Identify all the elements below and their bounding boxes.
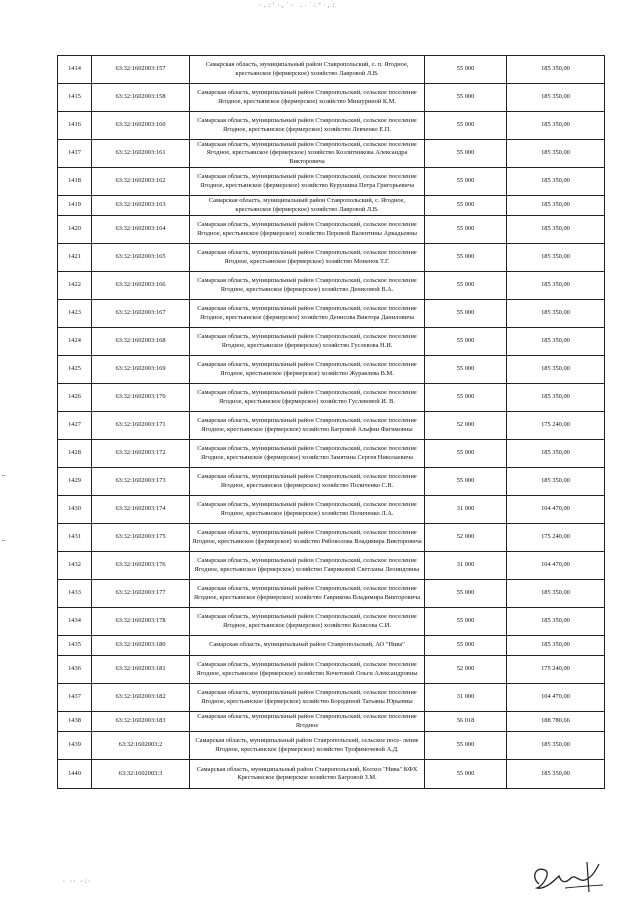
cadastral-number: 63:32:1602003:171 bbox=[92, 412, 190, 440]
plot-area: 55 000 bbox=[425, 56, 507, 84]
cadastral-number: 63:32:1602003:169 bbox=[92, 356, 190, 384]
row-number: 1439 bbox=[58, 732, 92, 760]
table-row bbox=[58, 216, 605, 244]
table-row bbox=[58, 656, 605, 684]
cadastral-number: 63:32:1602003:158 bbox=[92, 84, 190, 112]
plot-location: Самарская область, муниципальный район Ставропольский, сельское поселение Ягодное, крестьянское (фермерское) хозяйство Рябоволова Владимира Викторовича bbox=[190, 524, 425, 552]
cadastral-number: 63:32:1602003:183 bbox=[92, 712, 190, 732]
plot-area: 55 000 bbox=[425, 356, 507, 384]
cadastral-number: 63:32:1602003:160 bbox=[92, 112, 190, 140]
plot-area: 55 000 bbox=[425, 636, 507, 656]
plot-area: 55 000 bbox=[425, 328, 507, 356]
row-number: 1416 bbox=[58, 112, 92, 140]
land-plot-registry-table bbox=[57, 55, 605, 789]
plot-location: Самарская область, муниципальный район Ставропольский, сельское поселение Ягодное, крестьянское (фермерское) хозяйство Гуслевова Н.И. bbox=[190, 328, 425, 356]
row-number: 1415 bbox=[58, 84, 92, 112]
cadastral-number: 63:32:1602003:164 bbox=[92, 216, 190, 244]
plot-location: Самарская область, муниципальный район Ставропольский, сельское посе- ление Ягодное, крестьянское (фермерское) хозяйство Трофимочевой А.Д. bbox=[190, 732, 425, 760]
table-row bbox=[58, 384, 605, 412]
cadastral-cost: 185 350,00 bbox=[507, 580, 605, 608]
plot-location: Самарская область, муниципальный район Ставропольский, сельское поселение Ягодное, крестьянское (фермерское) хозяйство Багровой Альфии Фагимовны bbox=[190, 412, 425, 440]
row-number: 1431 bbox=[58, 524, 92, 552]
row-number: 1438 bbox=[58, 712, 92, 732]
cadastral-number: 63:32:1602003:175 bbox=[92, 524, 190, 552]
table-row bbox=[58, 112, 605, 140]
plot-location: Самарская область, муниципальный район Ставропольский, сельское поселение Ягодное, крестьянское (фермерское) хозяйство Курушина Петра Григорьевича bbox=[190, 168, 425, 196]
plot-location: Самарская область, муниципальный район Ставропольский, сельское поселение Ягодное, крестьянское (фермерское) хозяйство Денисовой В.А. bbox=[190, 272, 425, 300]
plot-location: Самарская область, муниципальный район Ставропольский, сельское поселение Ягодное, крестьянское (фермерское) хозяйство Замятина Сергея Николаевича bbox=[190, 440, 425, 468]
table-row bbox=[58, 580, 605, 608]
plot-area: 55 000 bbox=[425, 732, 507, 760]
cadastral-number: 63:32:1602003:168 bbox=[92, 328, 190, 356]
table-row bbox=[58, 760, 605, 789]
cadastral-cost: 185 350,00 bbox=[507, 272, 605, 300]
row-number: 1426 bbox=[58, 384, 92, 412]
cadastral-cost: 104 470,00 bbox=[507, 552, 605, 580]
row-number: 1422 bbox=[58, 272, 92, 300]
plot-area: 55 000 bbox=[425, 580, 507, 608]
plot-location: Самарская область, муниципальный район Ставропольский, сельское поселение Ягодное, крестьянское (фермерское) хозяйство Колясова С.И. bbox=[190, 608, 425, 636]
plot-location: Самарская область, муниципальный район Ставропольский, сельское поселение Ягодное, крестьянское (фермерское) хозяйство Денисова Виктора Даниловича bbox=[190, 300, 425, 328]
plot-area: 55 000 bbox=[425, 112, 507, 140]
row-number: 1421 bbox=[58, 244, 92, 272]
table-row bbox=[58, 524, 605, 552]
row-number: 1418 bbox=[58, 168, 92, 196]
row-number: 1419 bbox=[58, 196, 92, 216]
cadastral-cost: 185 350,00 bbox=[507, 328, 605, 356]
table-row bbox=[58, 440, 605, 468]
table-row bbox=[58, 168, 605, 196]
cadastral-cost: 185 350,00 bbox=[507, 140, 605, 168]
plot-location: Самарская область, муниципальный район Ставропольский, сельское поселение Ягодное, крестьянское (фермерское) хозяйство Гавриковой Светланы Леонидовны bbox=[190, 552, 425, 580]
table-row bbox=[58, 552, 605, 580]
cadastral-number: 63:32:1602003:173 bbox=[92, 468, 190, 496]
row-number: 1435 bbox=[58, 636, 92, 656]
row-number: 1414 bbox=[58, 56, 92, 84]
cadastral-number: 63:32:1602003:178 bbox=[92, 608, 190, 636]
table-row bbox=[58, 412, 605, 440]
row-number: 1430 bbox=[58, 496, 92, 524]
plot-area: 31 000 bbox=[425, 552, 507, 580]
plot-area: 56 018 bbox=[425, 712, 507, 732]
cadastral-number: 63:32:1602003:180 bbox=[92, 636, 190, 656]
cadastral-cost: 185 350,00 bbox=[507, 216, 605, 244]
plot-location: Самарская область, муниципальный район Ставропольский, сельское поселение Ягодное, крестьянское (фермерское) хозяйство Кочетовой Ольги Александровны bbox=[190, 656, 425, 684]
cadastral-cost: 185 350,00 bbox=[507, 636, 605, 656]
row-number: 1432 bbox=[58, 552, 92, 580]
table-row bbox=[58, 56, 605, 84]
plot-area: 55 000 bbox=[425, 384, 507, 412]
cadastral-cost: 104 470,00 bbox=[507, 496, 605, 524]
plot-location: Самарская область, муниципальный район Ставропольский, сельское поселение Ягодное, крестьянское (фермерское) хозяйство Моненок Т.Г. bbox=[190, 244, 425, 272]
table-row bbox=[58, 356, 605, 384]
plot-location: Самарская область, муниципальный район Ставропольский, сельское поселение Ягодное, крестьянское (фермерское) хозяйство Гуслевовой И. В. bbox=[190, 384, 425, 412]
plot-location: Самарская область, муниципальный район Ставропольский, сельское поселение Ягодное, крестьянское (фермерское) хозяйство Бородиной Татьяны Юрьевны bbox=[190, 684, 425, 712]
cadastral-cost: 188 780,66 bbox=[507, 712, 605, 732]
cadastral-number: 63:32:1602003:162 bbox=[92, 168, 190, 196]
cadastral-cost: 104 470,00 bbox=[507, 684, 605, 712]
cadastral-cost: 175 240,00 bbox=[507, 412, 605, 440]
table-row bbox=[58, 140, 605, 168]
cadastral-cost: 185 350,00 bbox=[507, 440, 605, 468]
plot-area: 52 000 bbox=[425, 524, 507, 552]
cadastral-cost: 175 240,00 bbox=[507, 524, 605, 552]
scan-margin-mark bbox=[2, 475, 5, 476]
row-number: 1433 bbox=[58, 580, 92, 608]
plot-area: 31 000 bbox=[425, 684, 507, 712]
cadastral-number: 63:32:1602003:165 bbox=[92, 244, 190, 272]
row-number: 1429 bbox=[58, 468, 92, 496]
cadastral-cost: 185 350,00 bbox=[507, 760, 605, 789]
cadastral-cost: 185 350,00 bbox=[507, 356, 605, 384]
table-row bbox=[58, 196, 605, 216]
cadastral-number: 63:32:1602003:177 bbox=[92, 580, 190, 608]
plot-location: Самарская область, муниципальный район Ставропольский, с. п. Ягодное, крестьянское (фермерское) хозяйство Лавровой Л.В. bbox=[190, 56, 425, 84]
plot-location: Самарская область, муниципальный район Ставропольский, сельское поселение Ягодное, крестьянское (фермерское) хозяйство Журавлева В.М. bbox=[190, 356, 425, 384]
cadastral-cost: 185 350,00 bbox=[507, 168, 605, 196]
plot-area: 55 000 bbox=[425, 760, 507, 789]
plot-location: Самарская область, муниципальный район Ставропольский, Колхоз "Нива" КФХ Крестьянское фермерское хозяйство Багровой З.М. bbox=[190, 760, 425, 789]
row-number: 1420 bbox=[58, 216, 92, 244]
row-number: 1437 bbox=[58, 684, 92, 712]
table-row bbox=[58, 496, 605, 524]
cadastral-number: 63:32:1602003:181 bbox=[92, 656, 190, 684]
plot-area: 55 000 bbox=[425, 272, 507, 300]
plot-area: 55 000 bbox=[425, 608, 507, 636]
table-row bbox=[58, 732, 605, 760]
table-row bbox=[58, 636, 605, 656]
cadastral-cost: 185 350,00 bbox=[507, 300, 605, 328]
plot-area: 55 000 bbox=[425, 216, 507, 244]
table-row bbox=[58, 608, 605, 636]
cadastral-number: 63:32:1602003:2 bbox=[92, 732, 190, 760]
table-row bbox=[58, 684, 605, 712]
scan-margin-mark bbox=[2, 540, 5, 541]
plot-area: 52 000 bbox=[425, 656, 507, 684]
cadastral-number: 63:32:1602003:161 bbox=[92, 140, 190, 168]
cadastral-cost: 185 350,00 bbox=[507, 196, 605, 216]
row-number: 1427 bbox=[58, 412, 92, 440]
row-number: 1425 bbox=[58, 356, 92, 384]
plot-location: Самарская область, муниципальный район Ставропольский, сельское поселение Ягодное, крестьянское (фермерское) хозяйство Левченко Е.П. bbox=[190, 112, 425, 140]
plot-location: Самарская область, муниципальный район Ставропольский, сельское поселение Ягодное, крестьянское (фермерское) хозяйство Поличенко Л.А. bbox=[190, 496, 425, 524]
signature-image bbox=[525, 858, 605, 896]
plot-location: Самарская область, муниципальный район Ставропольский, сельское поселение Ягодное, крестьянское (фермерское) хозяйство Перовой Валентины Аркадьевны bbox=[190, 216, 425, 244]
cadastral-cost: 185 350,00 bbox=[507, 84, 605, 112]
scan-header-artifact: ·.:'·,`· .·`:°·,: bbox=[258, 2, 337, 9]
plot-area: 55 000 bbox=[425, 168, 507, 196]
table-row bbox=[58, 272, 605, 300]
plot-location: Самарская область, муниципальный район Ставропольский, сельское поселение Ягодное, крестьянское (фермерское) хозяйство Поличенко С.В. bbox=[190, 468, 425, 496]
row-number: 1417 bbox=[58, 140, 92, 168]
cadastral-number: 63:32:1602003:167 bbox=[92, 300, 190, 328]
cadastral-cost: 185 350,00 bbox=[507, 112, 605, 140]
row-number: 1424 bbox=[58, 328, 92, 356]
table-row bbox=[58, 468, 605, 496]
plot-location: Самарская область, муниципальный район Ставропольский, сельское поселение Ягодное, крестьянское (фермерское) хозяйство Мишуриной К.М. bbox=[190, 84, 425, 112]
cadastral-number: 63:32:1602003:172 bbox=[92, 440, 190, 468]
cadastral-cost: 185 350,00 bbox=[507, 56, 605, 84]
plot-area: 55 000 bbox=[425, 196, 507, 216]
plot-area: 55 000 bbox=[425, 140, 507, 168]
table-row bbox=[58, 84, 605, 112]
plot-location: Самарская область, муниципальный район Ставропольский, сельское поселение Ягодное bbox=[190, 712, 425, 732]
plot-location: Самарская область, муниципальный район Ставропольский, с. Ягодное, крестьянское (фермерское) хозяйство Лавровой Л.В. bbox=[190, 196, 425, 216]
table-row bbox=[58, 328, 605, 356]
row-number: 1436 bbox=[58, 656, 92, 684]
cadastral-cost: 185 350,00 bbox=[507, 732, 605, 760]
cadastral-number: 63:32:1602003:174 bbox=[92, 496, 190, 524]
cadastral-number: 63:32:1602003:157 bbox=[92, 56, 190, 84]
row-number: 1423 bbox=[58, 300, 92, 328]
cadastral-cost: 185 350,00 bbox=[507, 608, 605, 636]
plot-location: Самарская область, муниципальный район Ставропольский, АО "Нива" bbox=[190, 636, 425, 656]
cadastral-cost: 185 350,00 bbox=[507, 244, 605, 272]
cadastral-cost: 175 240,00 bbox=[507, 656, 605, 684]
cadastral-number: 63:32:1602003:166 bbox=[92, 272, 190, 300]
plot-area: 55 000 bbox=[425, 84, 507, 112]
cadastral-cost: 185 350,00 bbox=[507, 384, 605, 412]
row-number: 1428 bbox=[58, 440, 92, 468]
table-row bbox=[58, 712, 605, 732]
registry-rows bbox=[58, 56, 605, 789]
cadastral-number: 63:32:1602003:3 bbox=[92, 760, 190, 789]
cadastral-number: 63:32:1602003:182 bbox=[92, 684, 190, 712]
plot-area: 55 000 bbox=[425, 440, 507, 468]
table-row bbox=[58, 300, 605, 328]
cadastral-number: 63:32:1602003:163 bbox=[92, 196, 190, 216]
cadastral-number: 63:32:1602003:170 bbox=[92, 384, 190, 412]
plot-location: Самарская область, муниципальный район Ставропольский, сельское поселение Ягодное, крестьянское (фермерское) хозяйство Гаврикова Владимира Викторовича bbox=[190, 580, 425, 608]
plot-area: 52 000 bbox=[425, 412, 507, 440]
row-number: 1440 bbox=[58, 760, 92, 789]
table-row bbox=[58, 244, 605, 272]
row-number: 1434 bbox=[58, 608, 92, 636]
plot-area: 55 000 bbox=[425, 300, 507, 328]
scan-footer-artifact: · ·· ·:· bbox=[62, 878, 91, 885]
plot-area: 55 000 bbox=[425, 468, 507, 496]
cadastral-cost: 185 350,00 bbox=[507, 468, 605, 496]
plot-area: 55 000 bbox=[425, 244, 507, 272]
cadastral-number: 63:32:1602003:176 bbox=[92, 552, 190, 580]
plot-location: Самарская область, муниципальный район Ставропольский, сельское поселение Ягодное, крестьянское (фермерское) хозяйство Козлитинкова Александра Викторовича bbox=[190, 140, 425, 168]
plot-area: 31 000 bbox=[425, 496, 507, 524]
